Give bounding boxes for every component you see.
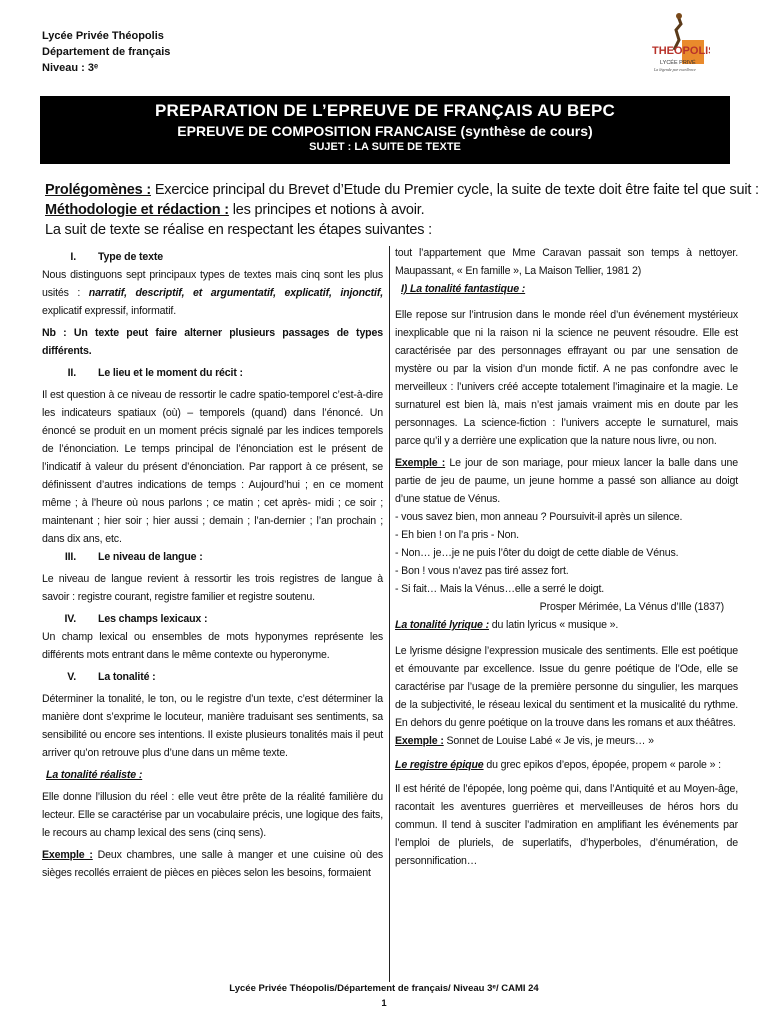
section-text-2: Il est question à ce niveau de ressortir le cadre spatio-temporel c’est-à-dire les indicateurs spatiaux (où) – temporels (quand) dans l’énoncé. Un énoncé se produit en un moment précis signalé par les indices temporels de l’énonciation. Le temps principal de l’énonciation est le présent de l’indicatif à valeur du présent d’énonciation. Par rapport à ce présent, se définissent d’autres indications de temps : Aujourd’hui ; en ce moment même ; à l’heure où nous parlons ; ce matin ; cet après- midi ; ce soir ; maintenant ; hier soir ; hier aussi ; demain ; l’an-dernier ; l’an prochain ; dans dix ans, etc. — [42, 389, 383, 545]
epique-heading: Le registre épique du grec epikos d’epos, épopée, propem « parole » : — [395, 759, 721, 771]
title-banner — [40, 96, 730, 164]
epique-text: Il est hérité de l’épopée, long poème qui, dans l’Antiquité et au Moyen-âge, racontait les aventures guerrières et merveilleuses de héros hors du commun. Il tend à susciter l’admiration en amplifiant les événements par l’emploi de pluriels, de superlatifs, d’hyperboles, d’énumération, de personnification… — [395, 783, 738, 867]
realiste-text: Elle donne l’illusion du réel : elle veut être prête de la réalité familière du lecteur. Elle se caractérise par un vocabulaire précis, une logique des faits, le recours au champ lexical des sens (cinq sens). — [42, 791, 383, 839]
banner-subtitle: EPREUVE DE COMPOSITION FRANCAISE (synthèse de cours) — [177, 123, 593, 139]
dialog-line: - Bon ! vous n’avez pas tiré assez fort. — [395, 565, 569, 577]
dialog-line: - vous savez bien, mon anneau ? Poursuivit-il après un silence. — [395, 511, 683, 523]
school-crest-icon — [648, 10, 710, 82]
section-heading-4: IV. Les champs lexicaux : — [64, 613, 208, 625]
dialog-line: - Si fait… Mais la Vénus…elle a serré le doigt. — [395, 583, 605, 595]
section-text-4: Un champ lexical ou ensembles de mots hyponymes représente les différents mots entrant dans le même contexte ou hyperonyme. — [42, 631, 383, 661]
intro-line-1 — [45, 180, 759, 200]
lyrique-example: Exemple : Sonnet de Louise Labé « Je vis, je meurs… » — [395, 735, 654, 747]
lyrique-text: Le lyrisme désigne l’expression musicale des sentiments. Elle est poétique et émouvante par excellence. Issue du genre poétique de l’Ode, elle se caractérise par l’usage de la première personne du singulier, les marques de la subjectivité, le réseau lexical du sentiment et la musicalité du rythme. En dehors du genre poétique on la trouve dans les romans et aux théâtres. — [395, 645, 738, 729]
intro-text-1: Exercice principal du Brevet d’Etude du Premier cycle, la suite de texte doit être faite tel que suit : — [150, 182, 759, 198]
nb-note: Nb : Un texte peut faire alterner plusieurs passages de types différents. — [42, 327, 383, 357]
intro-key-1: Prolégomènes : — [45, 182, 151, 198]
column-divider — [389, 246, 390, 982]
section-heading-1: I. Type de texte — [70, 251, 163, 263]
section-heading-3: III. Le niveau de langue : — [64, 551, 203, 563]
intro — [45, 180, 759, 240]
continuation-text: tout l’appartement que Mme Caravan passait son temps à nettoyer. Maupassant, « En famille », La Maison Tellier, 1981 2) — [395, 247, 738, 277]
school-logo — [648, 10, 710, 82]
section-text-1: Nous distinguons sept principaux types de textes mais cinq sont les plus usités : narratif, descriptif, et argumentatif, explicatif, injonctif, explicatif expressif, informatif. — [42, 269, 383, 317]
lyrique-heading: La tonalité lyrique : du latin lyricus « musique ». — [395, 619, 619, 631]
fantastique-text: Elle repose sur l’intrusion dans le monde réel d’un événement mystérieux inexplicable que ni la raison ni la science ne peuvent résoudre. Elle est caractérisée par des personnages effrayant ou par une sensation de mystère ou par la vision d’un monde fictif. A ne pas confondre avec le merveilleux : l’univers créé accepte totalement l’imaginaire et la magie. Le surnaturel est bien là, mais n’est jamais vraiment mis en doute par les personnages. La science-fiction : l’univers accepte le surnaturel, mais parce qu’il y a derrière une explication que la nature nous livre, ou non. — [395, 309, 738, 447]
realiste-heading: La tonalité réaliste : — [46, 769, 143, 781]
left-column — [42, 248, 383, 882]
section-text-3: Le niveau de langue revient à ressortir les trois registres de langue à savoir : registre courant, registre familier et registre soutenu. — [42, 573, 383, 603]
department-name: Département de français — [42, 46, 171, 58]
section-heading-2: II. Le lieu et le moment du récit : — [67, 367, 243, 379]
page-number: 1 — [381, 998, 387, 1009]
intro-line-2 — [45, 200, 735, 220]
logo-tagline: La légende par excellence — [654, 67, 696, 72]
logo-sub: LYCÉE PRIVÉ — [660, 60, 696, 66]
intro-key-2: Méthodologie et rédaction : — [45, 202, 229, 218]
fantastique-source: Prosper Mérimée, La Vénus d’Ille (1837) — [539, 601, 724, 613]
intro-line-3: La suit de texte se réalise en respectant les étapes suivantes : — [45, 222, 432, 238]
level-label: Niveau : 3ᵉ — [42, 62, 99, 74]
section-text-5: Déterminer la tonalité, le ton, ou le registre d’un texte, c’est déterminer la manière dont s’exprime le locuteur, manière traduisant ses sentiments, sa sensibilité ou encore ses intentions. Il existe plusieurs tonalités mais il peut arriver qu’on retrouve plus d’une dans un même texte. — [42, 693, 383, 759]
fantastique-example: Exemple : Le jour de son mariage, pour mieux lancer la balle dans une partie de jeu de paume, un jeune homme a passé son alliance au doigt d’une statue de Vénus. — [395, 457, 738, 505]
realiste-example: Exemple : Deux chambres, une salle à manger et une cuisine où des sièges recollés erraient de pièces en pièces selon les besoins, formaient — [42, 849, 383, 879]
banner-topic: SUJET : LA SUITE DE TEXTE — [309, 141, 461, 153]
logo-name: THEOPOLIS — [652, 45, 710, 57]
section-heading-5: V. La tonalité : — [67, 671, 156, 683]
footer-line: Lycée Privée Théopolis/Département de français/ Niveau 3ᵉ/ CAMI 24 — [229, 983, 539, 994]
right-column — [395, 244, 738, 870]
school-header — [42, 28, 170, 76]
school-name: Lycée Privée Théopolis — [42, 30, 164, 42]
fantastique-heading: I) La tonalité fantastique : — [401, 283, 526, 295]
intro-text-2: les principes et notions à avoir. — [228, 202, 425, 218]
page-footer — [0, 981, 768, 1011]
dialog-line: - Non… je…je ne puis l’ôter du doigt de cette diable de Vénus. — [395, 547, 679, 559]
dialog-line: - Eh bien ! on l’a pris - Non. — [395, 529, 519, 541]
banner-title: PREPARATION DE L’EPREUVE DE FRANÇAIS AU BEPC — [155, 101, 615, 120]
